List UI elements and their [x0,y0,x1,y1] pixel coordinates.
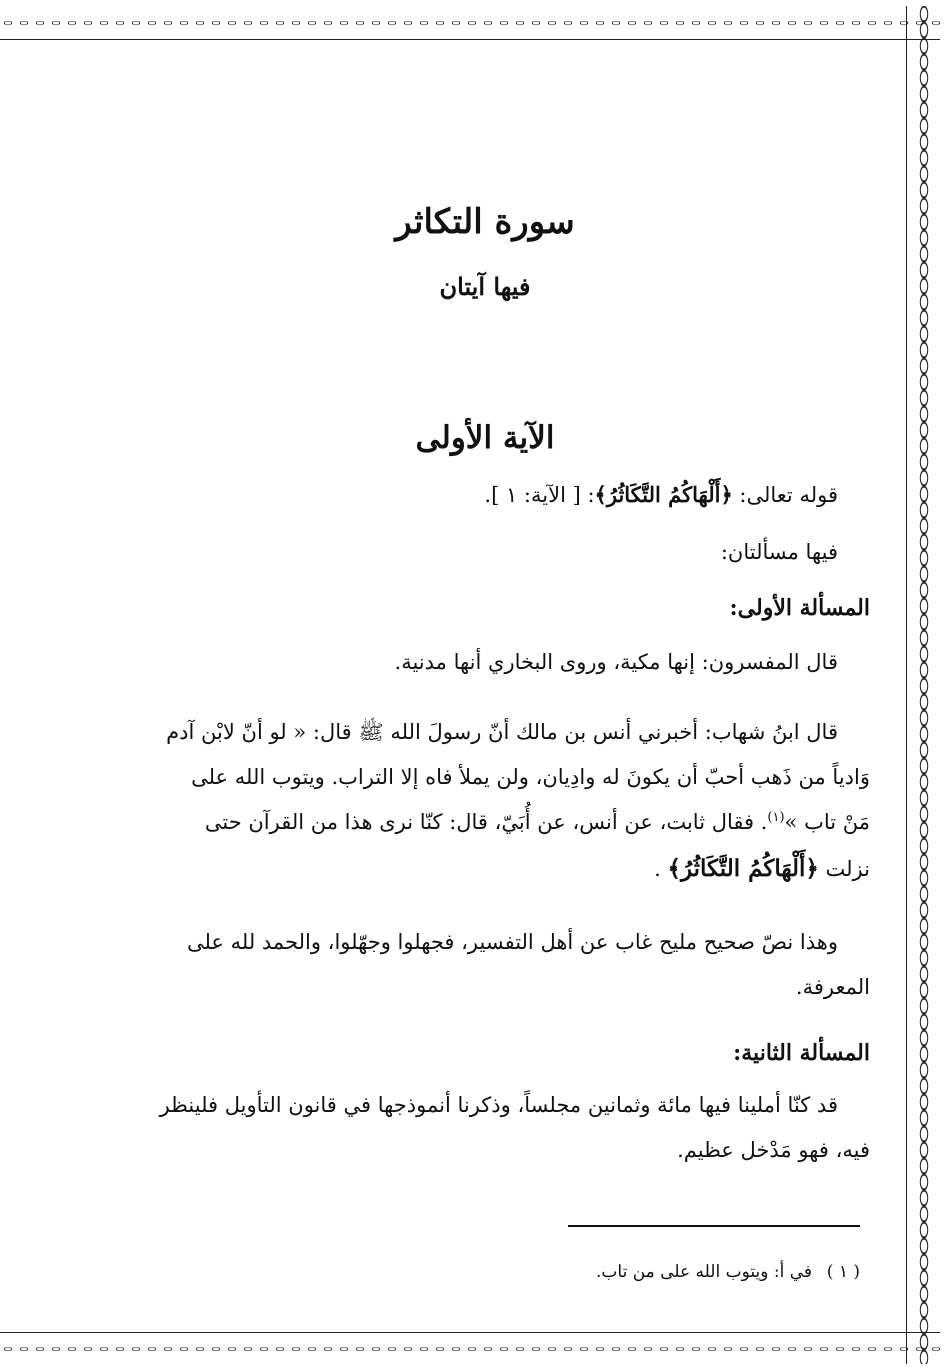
second-issue-line-1: قد كنّا أملينا فيها مائة وثمانين مجلساً، وذكرنا أنموذجها في قانون التأويل فلينظر [159,1093,838,1117]
right-border-ornament [906,6,940,1364]
first-issue-p2-quran: ﴿أَلْهَاكُمُ التَّكَاثُرُ﴾ [667,855,819,882]
footnote-text: في أ: ويتوب الله على من تاب. [596,1262,812,1282]
first-issue-p2-line-3-end: . فقال ثابت، عن أنس، عن أُبَيّ، قال: كنّا نرى هذا من القرآن حتى [204,810,768,834]
top-border-ornament [0,6,940,40]
first-issue-p2-line-1: قال ابنُ شهاب: أخبرني أنس بن مالك أنّ رسولَ الله ﷺ قال: « لو أنّ لابْن آدم [166,720,838,744]
first-issue-p3-line-2: المعرفة. [795,975,870,999]
ayah-intro-quran: ﴿أَلْهَاكُمُ التَّكَاثُرُ﴾ [594,482,733,507]
first-issue-p2-line-4-start: نزلت [818,857,870,881]
footnote-divider [568,1225,860,1227]
ayah-heading: الآية الأولى [415,420,555,456]
surah-title: سورة التكاثر [395,202,575,242]
ayah-intro-prefix: قوله تعالى: [732,483,838,507]
first-issue-p2-line-4 [100,855,870,883]
footnote [596,1262,860,1282]
footnote-reference[interactable]: (١) [767,810,785,825]
issue-count-line: فيها مسألتان: [720,540,838,564]
second-issue-heading: المسألة الثانية: [733,1040,870,1066]
bottom-border-ornament [0,1332,940,1364]
second-issue-line-2: فيه، فهو مَدْخل عظيم. [677,1138,870,1162]
footnote-number: ( ١ ) [826,1262,860,1282]
first-issue-p2-line-3 [100,810,870,835]
ayah-intro-line [100,482,870,508]
first-issue-heading: المسألة الأولى: [729,595,870,621]
ayah-intro-suffix: : [ الآية: ١ ]. [484,483,595,507]
page-content [100,40,870,1330]
first-issue-p2-line-4-end: . [654,857,668,881]
first-issue-p3-line-1: وهذا نصّ صحيح مليح غاب عن أهل التفسير، فجهلوا وجهّلوا، والحمد لله على [186,930,838,954]
first-issue-paragraph-1: قال المفسرون: إنها مكية، وروى البخاري أنها مدنية. [394,650,838,674]
first-issue-p2-line-3-start: مَنْ تاب » [784,810,870,834]
first-issue-p2-line-2: وَادياً من ذَهب أحبّ أن يكونَ له وادِيان، ولن يملأ فاه إلا التراب. ويتوب الله على [191,765,870,789]
surah-subtitle: فيها آيتان [439,272,531,301]
